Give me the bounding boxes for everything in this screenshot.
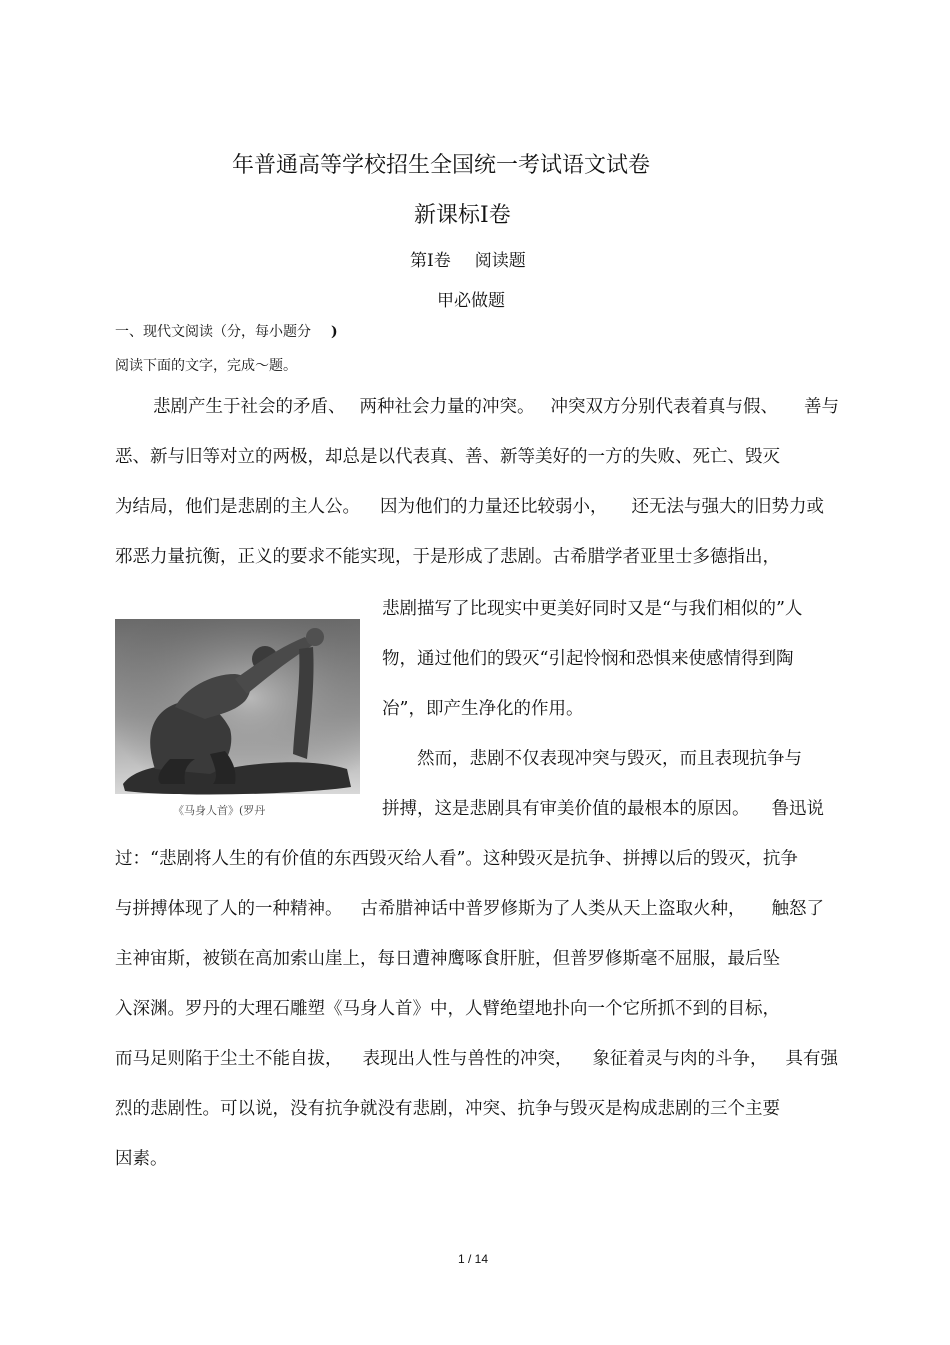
sculpture-figure (115, 619, 360, 824)
part-heading (410, 246, 526, 271)
passage-segment: 冲突双方分别代表着真与假、 (550, 397, 778, 417)
passage-segment: 为结局，他们是悲剧的主人公。 (115, 497, 360, 517)
passage-line: 因素。 (115, 1149, 168, 1169)
passage-line: 恶、新与旧等对立的两极，却总是以代表真、善、新等美好的一方的失败、死亡、毁灭 (115, 447, 780, 467)
part-name: 阅读题 (474, 251, 526, 271)
passage-line: 主神宙斯，被锁在高加索山崖上，每日遭神鹰啄食肝脏，但普罗修斯毫不屈服，最后坠 (115, 949, 780, 969)
passage-segment: 具有强 (785, 1049, 838, 1069)
passage-line: 过：“悲剧将人生的有价值的东西毁灭给人看”。这种毁灭是抗争、拼搏以后的毁灭，抗争 (115, 849, 798, 869)
passage-line: 烈的悲剧性。可以说，没有抗争就没有悲剧，冲突、抗争与毁灭是构成悲剧的三个主要 (115, 1099, 780, 1119)
passage-segment: 悲剧产生于社会的矛盾、 (153, 397, 346, 417)
passage-segment: 象征着灵与肉的斗争， (592, 1049, 768, 1069)
passage-line: 入深渊。罗丹的大理石雕塑《马身人首》中，人臂绝望地扑向一个它所抓不到的目标， (115, 999, 780, 1019)
passage-line: 物，通过他们的毁灭“引起怜悯和恐惧来使感情得到陶 (382, 649, 794, 669)
passage-segment: 两种社会力量的冲突。 (359, 397, 535, 417)
passage-segment: 拼搏，这是悲剧具有审美价值的最根本的原因。 (382, 799, 750, 819)
page-number: 1 / 14 (458, 1252, 489, 1266)
passage-line: 冶”，即产生净化的作用。 (382, 699, 584, 719)
passage-segment: 善与 (804, 397, 839, 417)
passage-segment: 还无法与强大的旧势力或 (631, 497, 824, 517)
passage-line: 悲剧描写了比现实中更美好同时又是“与我们相似的”人 (382, 599, 803, 619)
passage-line: 邪恶力量抗衡，正义的要求不能实现，于是形成了悲剧。古希腊学者亚里士多德指出， (115, 547, 780, 567)
passage-line (115, 1045, 838, 1070)
passage-line (382, 795, 824, 820)
passage-segment: 与拼搏体现了人的一种精神。 (115, 899, 343, 919)
section-heading-text: 一、现代文阅读（分，每小题分 (115, 324, 311, 340)
figure-caption: 《马身人首》(罗丹 (173, 804, 266, 817)
passage-segment: 表现出人性与兽性的冲突， (362, 1049, 573, 1069)
section-heading (115, 321, 338, 341)
exam-subtitle: 新课标Ⅰ卷 (414, 203, 511, 228)
exam-title: 年普通高等学校招生全国统一考试语文试卷 (232, 153, 651, 178)
passage-segment: 古希腊神话中普罗修斯为了人类从天上盗取火种， (360, 899, 746, 919)
passage-line (153, 393, 839, 418)
part-volume: 第Ⅰ卷 (410, 251, 451, 271)
section-instruction: 阅读下面的文字，完成～题。 (115, 358, 297, 374)
sculpture-image (115, 619, 360, 824)
passage-line: 然而，悲剧不仅表现冲突与毁灭，而且表现抗争与 (417, 749, 802, 769)
passage-segment: 而马足则陷于尘土不能自拔， (115, 1049, 343, 1069)
required-heading: 甲必做题 (437, 291, 505, 311)
passage-segment: 触怒了 (771, 899, 824, 919)
passage-segment: 因为他们的力量还比较弱小， (380, 497, 608, 517)
section-heading-close: ) (331, 324, 338, 340)
passage-line (115, 895, 824, 920)
passage-segment: 鲁迅说 (771, 799, 824, 819)
passage-line (115, 493, 824, 518)
